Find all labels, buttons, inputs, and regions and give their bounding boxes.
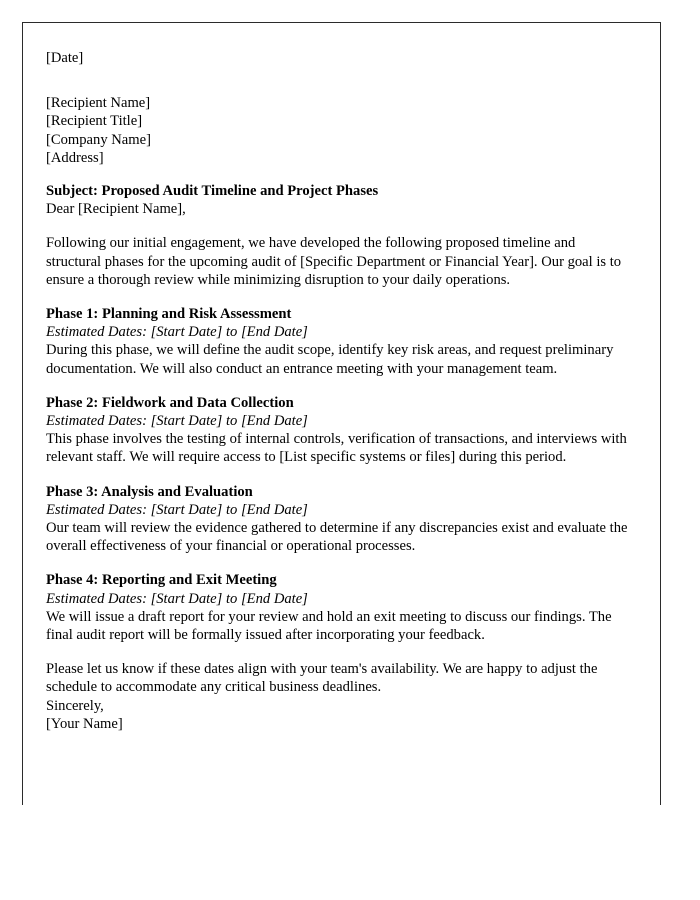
subject-line: Subject: Proposed Audit Timeline and Project Phases xyxy=(46,183,379,200)
letter-body xyxy=(23,23,660,733)
phase-3-description: Our team will review the evidence gathered to determine if any discrepancies exist and evaluate the overall effectiveness of your financial or operational processes. xyxy=(46,520,628,555)
phase-2-heading: Phase 2: Fieldwork and Data Collection xyxy=(46,394,294,411)
phase-block-4 xyxy=(46,571,634,644)
phase-4-estimated-dates: Estimated Dates: [Start Date] to [End Date] xyxy=(46,590,308,607)
phase-1-heading: Phase 1: Planning and Risk Assessment xyxy=(46,306,292,323)
phase-block-3 xyxy=(46,483,634,556)
phase-block-1 xyxy=(46,305,634,378)
phase-1-estimated-dates: Estimated Dates: [Start Date] to [End Date] xyxy=(46,324,308,341)
recipient-address: [Address] xyxy=(46,149,104,166)
phase-4-description: We will issue a draft report for your review and hold an exit meeting to discuss our findings. The final audit report will be formally issued after incorporating your feedback. xyxy=(46,608,612,644)
intro-paragraph: Following our initial engagement, we have developed the following proposed timeline and structural phases for the upcoming audit of [Specific Department or Financial Year]. Our goal is to ensure a thorough review while minimizing disruption to your daily operations. xyxy=(46,235,622,288)
date-placeholder: [Date] xyxy=(46,50,84,66)
phase-4-heading: Phase 4: Reporting and Exit Meeting xyxy=(46,572,277,589)
signature-name: [Your Name] xyxy=(46,715,123,732)
closing-paragraph: Please let us know if these dates align with your team's availability. We are happy to adjust the schedule to accommodate any critical business deadlines. xyxy=(46,661,598,696)
recipient-name: [Recipient Name] xyxy=(46,95,151,112)
phase-1-description: During this phase, we will define the audit scope, identify key risk areas, and request preliminary documentation. We will also conduct an entrance meeting with your management team. xyxy=(46,342,614,377)
phase-3-heading: Phase 3: Analysis and Evaluation xyxy=(46,483,253,500)
recipient-title: [Recipient Title] xyxy=(46,113,143,130)
phase-3-estimated-dates: Estimated Dates: [Start Date] to [End Date] xyxy=(46,501,308,518)
signoff: Sincerely, xyxy=(46,697,104,714)
phase-2-estimated-dates: Estimated Dates: [Start Date] to [End Date] xyxy=(46,413,308,430)
recipient-address-block xyxy=(46,94,634,167)
company-name: [Company Name] xyxy=(46,131,151,148)
phase-2-description: This phase involves the testing of internal controls, verification of transactions, and interviews with relevant staff. We will require access to [List specific systems or files] during this period. xyxy=(46,431,627,466)
phase-block-2 xyxy=(46,394,634,467)
salutation: Dear [Recipient Name], xyxy=(46,201,186,218)
document-page xyxy=(22,22,661,805)
